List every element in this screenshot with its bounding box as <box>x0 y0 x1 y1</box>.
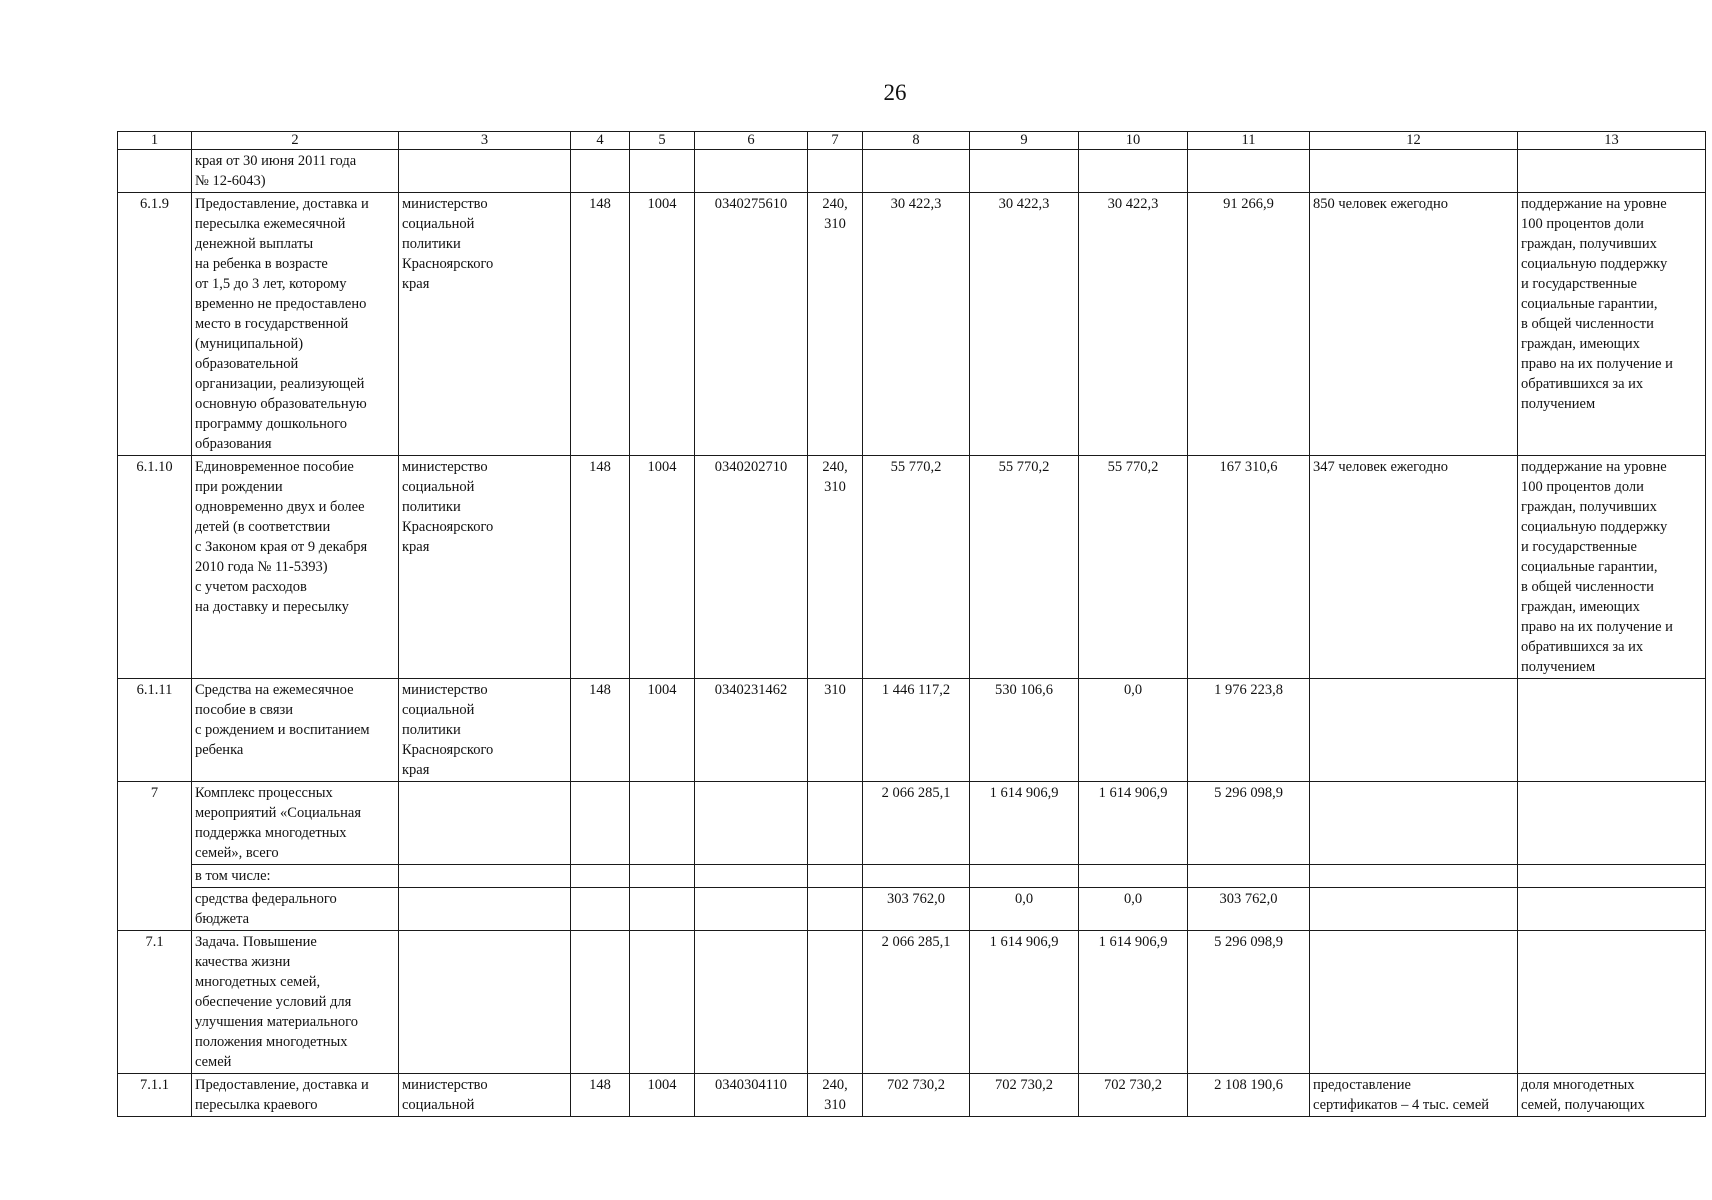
item-description: в том числе: <box>192 865 399 888</box>
row-number <box>118 150 192 193</box>
amount-year-1: 55 770,2 <box>863 456 970 679</box>
table-header-row <box>118 132 1706 150</box>
indicator <box>1518 931 1706 1074</box>
table-row <box>118 150 1706 193</box>
code-grbs <box>571 865 630 888</box>
responsible-body <box>399 782 571 865</box>
amount-year-3 <box>1079 865 1188 888</box>
table-row <box>118 931 1706 1074</box>
responsible-body: министерство социальной политики Красноярского края <box>399 456 571 679</box>
item-description: края от 30 июня 2011 года № 12-6043) <box>192 150 399 193</box>
header-cell: 3 <box>399 132 571 150</box>
header-cell: 6 <box>695 132 808 150</box>
row-number: 6.1.10 <box>118 456 192 679</box>
amount-year-3: 0,0 <box>1079 888 1188 931</box>
expected-result <box>1310 931 1518 1074</box>
indicator <box>1518 679 1706 782</box>
amount-year-3: 702 730,2 <box>1079 1074 1188 1117</box>
code-vr <box>808 931 863 1074</box>
code-vr <box>808 888 863 931</box>
amount-total <box>1188 865 1310 888</box>
header-cell: 12 <box>1310 132 1518 150</box>
table-row <box>118 679 1706 782</box>
row-number: 7.1.1 <box>118 1074 192 1117</box>
amount-year-1: 2 066 285,1 <box>863 782 970 865</box>
table-row <box>118 193 1706 456</box>
code-rzpr: 1004 <box>630 1074 695 1117</box>
amount-year-1 <box>863 150 970 193</box>
code-rzpr: 1004 <box>630 193 695 456</box>
header-cell: 9 <box>970 132 1079 150</box>
amount-year-2: 530 106,6 <box>970 679 1079 782</box>
item-description: Средства на ежемесячное пособие в связи с рождением и воспитанием ребенка <box>192 679 399 782</box>
code-rzpr: 1004 <box>630 456 695 679</box>
item-description: средства федерального бюджета <box>192 888 399 931</box>
amount-year-1: 1 446 117,2 <box>863 679 970 782</box>
item-description: Предоставление, доставка и пересылка краевого <box>192 1074 399 1117</box>
amount-year-1: 303 762,0 <box>863 888 970 931</box>
code-rzpr <box>630 150 695 193</box>
code-grbs: 148 <box>571 456 630 679</box>
amount-total: 303 762,0 <box>1188 888 1310 931</box>
expected-result <box>1310 150 1518 193</box>
header-cell: 11 <box>1188 132 1310 150</box>
code-vr <box>808 150 863 193</box>
code-vr: 310 <box>808 679 863 782</box>
amount-year-3: 1 614 906,9 <box>1079 782 1188 865</box>
amount-year-2: 1 614 906,9 <box>970 782 1079 865</box>
indicator <box>1518 865 1706 888</box>
row-number: 6.1.11 <box>118 679 192 782</box>
code-grbs <box>571 150 630 193</box>
code-rzpr <box>630 782 695 865</box>
amount-year-2: 55 770,2 <box>970 456 1079 679</box>
item-description: Предоставление, доставка и пересылка ежемесячной денежной выплаты на ребенка в возрасте от 1,5 до 3 лет, которому временно не предоставлено место в государственной (муниципальной) образовательной организации, реализующей основную образовательную программу дошкольного образования <box>192 193 399 456</box>
expected-result: 347 человек ежегодно <box>1310 456 1518 679</box>
code-csr <box>695 888 808 931</box>
code-grbs: 148 <box>571 679 630 782</box>
expected-result <box>1310 782 1518 865</box>
budget-table <box>117 131 1706 1117</box>
amount-year-2: 702 730,2 <box>970 1074 1079 1117</box>
amount-total: 5 296 098,9 <box>1188 782 1310 865</box>
expected-result: 850 человек ежегодно <box>1310 193 1518 456</box>
amount-total: 167 310,6 <box>1188 456 1310 679</box>
amount-year-1: 702 730,2 <box>863 1074 970 1117</box>
expected-result <box>1310 888 1518 931</box>
code-csr: 0340202710 <box>695 456 808 679</box>
amount-year-2 <box>970 865 1079 888</box>
responsible-body <box>399 888 571 931</box>
responsible-body <box>399 865 571 888</box>
amount-year-2: 0,0 <box>970 888 1079 931</box>
code-csr <box>695 782 808 865</box>
table-row <box>118 865 1706 888</box>
responsible-body: министерство социальной <box>399 1074 571 1117</box>
code-csr: 0340304110 <box>695 1074 808 1117</box>
responsible-body <box>399 931 571 1074</box>
code-grbs: 148 <box>571 1074 630 1117</box>
responsible-body <box>399 150 571 193</box>
header-cell: 1 <box>118 132 192 150</box>
item-description: Задача. Повышение качества жизни многодетных семей, обеспечение условий для улучшения материального положения многодетных семей <box>192 931 399 1074</box>
amount-year-2 <box>970 150 1079 193</box>
code-vr: 240, 310 <box>808 193 863 456</box>
amount-total: 5 296 098,9 <box>1188 931 1310 1074</box>
amount-year-2: 1 614 906,9 <box>970 931 1079 1074</box>
code-rzpr: 1004 <box>630 679 695 782</box>
item-description: Комплекс процессных мероприятий «Социальная поддержка многодетных семей», всего <box>192 782 399 865</box>
amount-year-3: 30 422,3 <box>1079 193 1188 456</box>
amount-year-1 <box>863 865 970 888</box>
amount-total: 91 266,9 <box>1188 193 1310 456</box>
code-vr: 240, 310 <box>808 456 863 679</box>
amount-year-3 <box>1079 150 1188 193</box>
code-rzpr <box>630 865 695 888</box>
indicator <box>1518 888 1706 931</box>
item-description: Единовременное пособие при рождении одновременно двух и более детей (в соответствии с Законом края от 9 декабря 2010 года № 11-5393) с учетом расходов на доставку и пересылку <box>192 456 399 679</box>
code-grbs: 148 <box>571 193 630 456</box>
table-row <box>118 1074 1706 1117</box>
table-row <box>118 782 1706 865</box>
amount-total <box>1188 150 1310 193</box>
amount-year-3: 1 614 906,9 <box>1079 931 1188 1074</box>
amount-year-1: 30 422,3 <box>863 193 970 456</box>
amount-total: 1 976 223,8 <box>1188 679 1310 782</box>
code-grbs <box>571 931 630 1074</box>
code-rzpr <box>630 931 695 1074</box>
responsible-body: министерство социальной политики Красноярского края <box>399 193 571 456</box>
indicator: поддержание на уровне 100 процентов доли граждан, получивших социальную поддержку и государственные социальные гарантии, в общей численности граждан, имеющих право на их получение и обратившихся за их получением <box>1518 456 1706 679</box>
expected-result <box>1310 679 1518 782</box>
code-csr <box>695 865 808 888</box>
header-cell: 10 <box>1079 132 1188 150</box>
code-rzpr <box>630 888 695 931</box>
header-cell: 2 <box>192 132 399 150</box>
row-number: 7.1 <box>118 931 192 1074</box>
indicator <box>1518 150 1706 193</box>
expected-result: предоставление сертификатов – 4 тыс. семей <box>1310 1074 1518 1117</box>
header-cell: 5 <box>630 132 695 150</box>
header-cell: 13 <box>1518 132 1706 150</box>
code-grbs <box>571 782 630 865</box>
table-row <box>118 456 1706 679</box>
code-csr <box>695 150 808 193</box>
expected-result <box>1310 865 1518 888</box>
code-csr <box>695 931 808 1074</box>
amount-year-3: 55 770,2 <box>1079 456 1188 679</box>
amount-total: 2 108 190,6 <box>1188 1074 1310 1117</box>
header-cell: 4 <box>571 132 630 150</box>
code-csr: 0340275610 <box>695 193 808 456</box>
indicator: поддержание на уровне 100 процентов доли граждан, получивших социальную поддержку и государственные социальные гарантии, в общей численности граждан, имеющих право на их получение и обратившихся за их получением <box>1518 193 1706 456</box>
amount-year-2: 30 422,3 <box>970 193 1079 456</box>
row-number: 6.1.9 <box>118 193 192 456</box>
page-number: 26 <box>883 80 907 105</box>
code-vr <box>808 782 863 865</box>
code-grbs <box>571 888 630 931</box>
header-cell: 7 <box>808 132 863 150</box>
code-vr <box>808 865 863 888</box>
indicator <box>1518 782 1706 865</box>
code-vr: 240, 310 <box>808 1074 863 1117</box>
row-number: 7 <box>118 782 192 931</box>
table-row <box>118 888 1706 931</box>
responsible-body: министерство социальной политики Красноярского края <box>399 679 571 782</box>
header-cell: 8 <box>863 132 970 150</box>
amount-year-3: 0,0 <box>1079 679 1188 782</box>
code-csr: 0340231462 <box>695 679 808 782</box>
amount-year-1: 2 066 285,1 <box>863 931 970 1074</box>
indicator: доля многодетных семей, получающих <box>1518 1074 1706 1117</box>
